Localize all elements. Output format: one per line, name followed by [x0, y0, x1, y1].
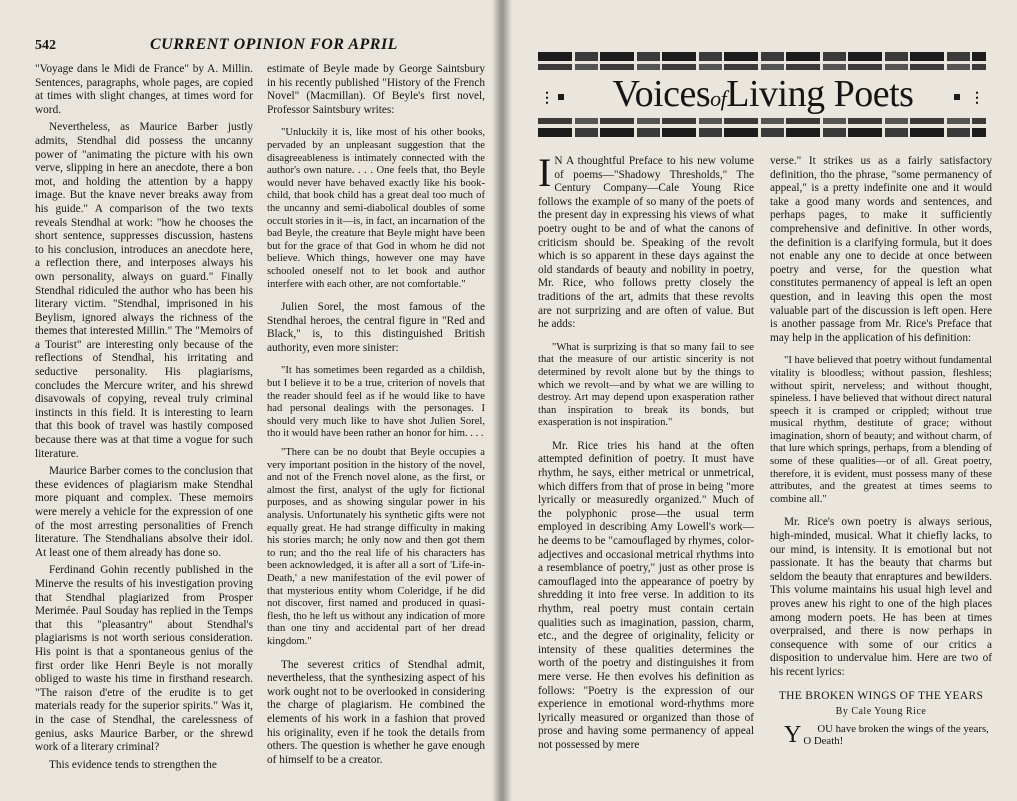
block-quote: "What is surprizing is that so many fail to see that the measure of our artistic sincerity is not determined by revolt alone but by the things to which we revolt—and by what we are willing to destroy. Art may depend upon exasperation rather than inspiration to break its bonds, but exasperation is not inspiration." — [538, 341, 754, 429]
right-page-column-1 — [538, 150, 754, 757]
block-quote: "There can be no doubt that Beyle occupies a very important position in the history of the novel, and not of the French novel alone, as the first, or almost the first, analyst of the ugly for fictional purposes, and as showing singular power in his analysis. Unfortunately his synthetic gifts were not equally great. He had strange difficulty in making his stories march; he only now and then got them to run; and tho the real life of his characters has been acknowledged, it is after all a sort of 'Life-in-Death,' a new manifestation of the evil power of that mysterious entity whom Coleridge, if he did not discover, first named and produced in quasi-flesh, tho he left us without any indication of more than one tiny and accidental part of her dread kingdom." — [267, 447, 485, 647]
section-banner — [538, 52, 986, 140]
paragraph: Maurice Barber comes to the conclusion that these evidences of plagiarism make Stendhal more piquant and complex. These memoirs were merely a vehicle for the expression of one of the most arresting personalities of French literature. The Stendhalians absolve their idol. At least one of them already has done so. — [35, 465, 253, 559]
banner-stripe — [538, 118, 986, 124]
lead-paragraph: I N A thoughtful Preface to his new volume of poems—"Shadowy Thresholds," The Century Company—Cale Young Rice follows the example of so many of the poets of the present day in expressing his views of what poetry ought to be and of what the canons of criticism should be. Speaking of the revolt which is so apparent in these days against the old standards of beauty and nobility in poetry, Mr. Rice, who follows pretty closely the traditions of the art, admits that these revolts are not surprizing and are often of value. But he adds: — [538, 150, 754, 331]
book-gutter — [492, 0, 512, 801]
block-quote: "I have believed that poetry without fundamental vitality is bloodless; without passion, fleshless; without spirit, nerveless; and without thought, spineless. I have believed that without direct natural speech it is cramped or crippled; without true musical rhythm, destitute of grace; without imagination, shorn of beauty; and without charm, of that lure which springs, perhaps, from a blending of some of these qualities—or of all. Great poetry, therefore, it is evident, must possess many of these attributes, and the greatest at times seems to combine all." — [770, 355, 992, 505]
paragraph: The severest critics of Stendhal admit, nevertheless, that the synthesizing aspect of his work ought not to be overlooked in considering the charge of plagiarism. He combined the elements of his work in a fashion that proved his originality, even if he took the details from others. The question is whether he gave enough of himself to be a creator. — [267, 658, 485, 766]
banner-ornament-icon: ⋮ — [970, 91, 984, 106]
paragraph: "Voyage dans le Midi de France" by A. Millin. Sentences, paragraphs, whole pages, are copied at times with slight changes, at times word for word. — [35, 63, 253, 116]
right-page-column-2 — [770, 155, 992, 752]
paragraph: Julien Sorel, the most famous of the Stendhal heroes, the central figure in "Red and Black," is, to this distinguished British authority, even more sinister: — [267, 301, 485, 354]
banner-ornament-icon: ⋮ — [540, 91, 554, 106]
poem-author: By Cale Young Rice — [835, 706, 927, 718]
paragraph: verse." It strikes us as a fairly satisfactory definition, tho the phrase, "some permanency of appeal," is a pretty indefinite one and it would take a good many words and sentences, and perhaps pages, to make it sufficiently comprehensive and definitive. In other words, the definition is a clarifying formula, but it does not enable any one to decide at once between poetry and verse, for the question what constitutes permanency of appeal is left an open question, and in leaving this open the most valuable part of the discussion is left open. Here is another passage from Mr. Rice's Preface that may help in the application of his definition: — [770, 155, 992, 344]
banner-stripe — [538, 52, 986, 61]
paragraph: Mr. Rice's own poetry is always serious, high-minded, musical. What it chiefly lacks, to our mind, is intensity. It is emotional but not passionate. It has the beauty that charms but seldom the beauty that enraptures and bewilders. This volume maintains his usual high level and proves anew his right to one of the high places among modern poets. He has been at times overpraised, and there is now perhaps in consequence with some of our critics a disposition to undervalue him. Here are two of his recent lyrics: — [770, 516, 992, 678]
running-head: CURRENT OPINION FOR APRIL — [150, 36, 398, 53]
page-number: 542 — [35, 38, 56, 53]
left-page — [0, 0, 500, 801]
section-title: VoicesofLiving Poets — [612, 73, 914, 115]
paragraph: Mr. Rice tries his hand at the often attempted definition of poetry. It must have rhythm, he says, either metrical or unmetrical, which differs from that of prose in being "more lyrically or measuredly organized." Much of the polyphonic prose—the usual term employed in describing Amy Lowell's work—he deems to be "camouflaged by rhymes, color-adjectives and occasional metrical rhythms into a resemblance of poetry," just as other prose is camouflaged into the appearance of poetry by shredding it into free verse. In addition to its rhythm, real poetry must contain certain qualities such as imagination, passion, charm, etc., and the degree of originality, felicity or intensity of these qualities determines the worth of the poetry and distinguishes it from mere verse. He then evolves his definition as follows: "Poetry is the expression of our experience in emotional word-rhythms more lyrically measured or organized than those of prose and having some permanency of appeal not possessed by mere — [538, 439, 754, 751]
block-quote: "It has sometimes been regarded as a childish, but I believe it to be a true, criterion of novels that the reader should feel as if he would like to have had personal dealings with the personages. I should very much like to have shot Julien Sorel, tho it would have been rather an honor for him. . . . — [267, 365, 485, 440]
poem-title: THE BROKEN WINGS OF THE YEARS — [778, 689, 984, 702]
paragraph: Nevertheless, as Maurice Barber justly admits, Stendhal did possess the uncanny power of "animating the picture with his own verve, slipping in here an anecdote, there a bon mot, and holding the attention by a happy image. But the knave never breaks away from his guide." A comparison of the two texts reveals Stendhal at work: "how he chooses the short sentence, suppresses discussion, hastens to his conclusion, introduces an anecdote here, a reflection there, and interposes always his own personality, always on guard." Finally Stendhal ridiculed the author who has been his literary victim. "Stendhal, imprisoned in his Beylism, ignored always the richness of the themes that interested Millin." The "Memoirs of a Tourist" are interesting only because of the reflections of Stendhal, his irritating and seductive personality. His plagiarisms, concludes the Mercure writer, and his shrewd disavowals of copying, reveal truly criminal instincts in this field. It is interesting to learn that this book of travel was hastily composed because there was at that time a vogue for such literature. — [35, 121, 253, 460]
poem-line: Y OU have broken the wings of the years, O Death! — [770, 723, 992, 748]
block-quote: "Unluckily it is, like most of his other books, pervaded by an unpleasant suggestion that the disagreeableness is intimately connected with the author's own nature. . . . One feels that, tho Beyle would never have behaved exactly like his book-child, that book child has a great deal too much of the uncanny and semi-diabolical doubles of some occult stories in it—is, in fact, an incarnation of the bad Beyle, the creature that Beyle might have been but for the grace of that God in whom he did not believe. Which things, however one may have schooled oneself not to let book and author interfere with each other, are not comfortable." — [267, 127, 485, 290]
banner-square-icon — [558, 94, 564, 100]
paragraph: Ferdinand Gohin recently published in the Minerve the results of his investigation proving that Stendhal plagiarized from Prosper Merimée. Paul Souday has replied in the Temps that this "pleasantry" about Stendhal's plagiarisms is not worth serious consideration. His point is that a spontaneous genius of the first order like Henri Beyle is not morally obliged to waste his time in firsthand research. "The raison d'etre of the erudite is to get materials ready for the superior spirits." Was it, in the case of Stendhal, the carelessness of genius, asks Maurice Barber, or the shrewd work of a literary criminal? — [35, 564, 253, 754]
poem-drop-cap: Y — [784, 721, 802, 748]
banner-square-icon — [954, 94, 960, 100]
left-page-column-2 — [267, 63, 485, 771]
left-page-column-1 — [35, 63, 253, 776]
drop-cap: I — [538, 150, 552, 195]
paragraph: estimate of Beyle made by George Saintsbury in his recently published "History of the French Novel" (Macmillan). Of Beyle's first novel, Professor Saintsbury writes: — [267, 63, 485, 116]
right-page — [500, 0, 1017, 801]
banner-stripe — [538, 128, 986, 137]
paragraph: This evidence tends to strengthen the — [49, 758, 217, 771]
